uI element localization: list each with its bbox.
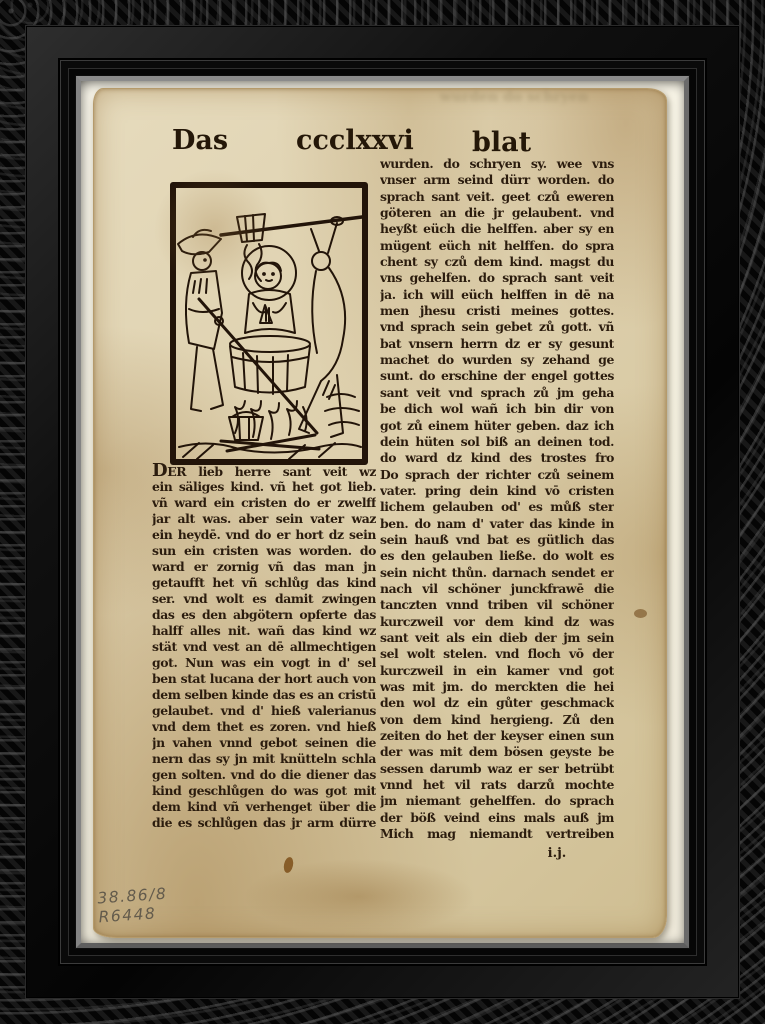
text-line: nach vil schöner junckfrawē die xyxy=(380,580,614,596)
text-line: ein heydē. vnd do er hort dz sein xyxy=(152,527,376,542)
text-line: vñ ward ein cristen do er zwelff xyxy=(152,495,376,510)
text-line: kind geschlůgen do was got mit xyxy=(152,783,376,798)
text-line: ja. ich will eüch helffen in dē na xyxy=(380,286,614,302)
saint-vitus-figure xyxy=(242,246,296,333)
text-line: gelaubet. vnd d' hieß valerianus xyxy=(152,703,376,718)
text-line: jm niemant gehelffen. do sprach xyxy=(380,793,614,809)
text-line: machet do wurden sy zehand ge xyxy=(380,352,614,368)
text-line: vns gehelfen. do sprach sant veit xyxy=(380,270,614,286)
text-line: DER lieb herre sant veit wz xyxy=(152,463,376,479)
text-line: sant veit vnd sprach zů jm geha xyxy=(380,384,614,400)
text-line: das es den abgötern opferte das xyxy=(152,607,376,622)
frame-cove xyxy=(26,26,739,998)
text-line: sunt. do erschine der engel gottes xyxy=(380,368,614,384)
text-line: der böß veind eins mals auß jm xyxy=(380,809,614,825)
text-line: getaufft het vñ schlůg das kind xyxy=(152,575,376,590)
text-line: die es schlůgen das jr arm dürre xyxy=(152,815,376,830)
text-line: sant veit als ein dieb der jm sein xyxy=(380,629,614,645)
text-line: vnd dem thet es zoren. vnd hieß xyxy=(152,719,376,734)
bucket xyxy=(229,412,263,440)
paper-spot-right xyxy=(634,609,647,618)
paper-stain-bottom xyxy=(244,859,474,934)
show-through-text: wurden do schryen xyxy=(439,89,589,105)
text-line: got. Nun was ein vogt in d' sel xyxy=(152,655,376,670)
woodcut-svg xyxy=(169,181,369,466)
text-line: kurczweil vor dem kind dz was xyxy=(380,613,614,629)
text-line: be dich wol wañ ich bin dir von xyxy=(380,401,614,417)
header-word-das: Das xyxy=(172,125,229,156)
mat-board xyxy=(81,81,684,943)
text-line: gen solten. vnd do die diener das xyxy=(152,767,376,782)
text-line: tanczten vnnd triben vil schöner xyxy=(380,597,614,613)
text-line: den wol dz ein gůter geschmack xyxy=(380,695,614,711)
text-line: sun ein cristen was worden. do xyxy=(152,543,376,558)
text-line: jn vahen vnnd gebot seinen die xyxy=(152,735,376,750)
text-line: dem kind vñ verhenget über die xyxy=(152,799,376,814)
text-line: zeiten do het der keyser einen sun xyxy=(380,728,614,744)
text-line: es den gelauben ließe. do wolt es xyxy=(380,548,614,564)
woodcut-scene xyxy=(178,214,362,459)
text-line: ser. vnd wolt es damit zwingen xyxy=(152,591,376,606)
text-line: chent sy czů dem kind. magst du xyxy=(380,254,614,270)
text-line: bat vnsern herrn dz er sy gesunt xyxy=(380,335,614,351)
right-executioner xyxy=(299,223,345,437)
text-line: stät vnd vest an dē allmechtigen xyxy=(152,639,376,654)
text-line: mügent eüch nit helffen. do spra xyxy=(380,237,614,253)
header-folio-number: ccclxxvi xyxy=(296,125,414,156)
signature-mark: i.j. xyxy=(547,846,567,861)
woodcut-illustration xyxy=(169,181,369,466)
text-line: sein hauß vnd bat es gütlich das xyxy=(380,531,614,547)
text-line: ein säliges kind. vñ het got lieb. xyxy=(152,479,376,494)
pencil-annotation-line2: R6448 xyxy=(98,904,157,927)
text-line: sein nicht thůn. darnach sendet er xyxy=(380,564,614,580)
paper-spot-brown xyxy=(282,856,294,874)
ground-hatching xyxy=(179,394,361,459)
text-line: vnnd het vil rats darzů mochte xyxy=(380,777,614,793)
cauldron xyxy=(230,336,310,394)
frame-gray-fillet xyxy=(76,76,689,948)
text-line: dem selben kinde das es an cristū xyxy=(152,687,376,702)
text-line: sprach sant veit. geet czů eweren xyxy=(380,188,614,204)
text-line: nern das sy jn mit knütteln schla xyxy=(152,751,376,766)
text-line: göteren an die jr gelaubent. vnd xyxy=(380,205,614,221)
text-column-right xyxy=(380,156,614,842)
pencil-annotation xyxy=(97,885,169,928)
text-line: Mich mag niemandt vertreiben xyxy=(380,826,614,842)
pencil-annotation-line1: 38.86/8 xyxy=(96,884,168,908)
text-line: do ward dz kind des trostes fro xyxy=(380,450,614,466)
text-line: ward er zornig vñ das man jn xyxy=(152,559,376,574)
text-line: kurczweil in ein kamer vnd got xyxy=(380,662,614,678)
text-line: von dem kind hergieng. Zů den xyxy=(380,711,614,727)
text-line: wurden. do schryen sy. wee vns xyxy=(380,156,614,171)
text-line: sessen darumb waz er ser betrübt xyxy=(380,760,614,776)
frame-beaded-step xyxy=(58,58,707,966)
text-line: sel wolt stelen. vnd floch vō der xyxy=(380,646,614,662)
text-line: Do sprach der richter czů seinem xyxy=(380,466,614,482)
text-line: dein hüten sol biß an deinen tod. xyxy=(380,433,614,449)
text-line: jar alt was. aber sein vater waz xyxy=(152,511,376,526)
text-line: ben. do nam d' vater das kinde in xyxy=(380,515,614,531)
pole xyxy=(221,217,362,235)
text-line: vater. pring dein kind vō cristen xyxy=(380,482,614,498)
text-line: lichem gelauben od' es můß ster xyxy=(380,499,614,515)
header-word-blat: blat xyxy=(472,127,532,158)
text-line: got zů einem hüter geben. daz ich xyxy=(380,417,614,433)
text-line: vnd sprach sein gebet zů gott. vñ xyxy=(380,319,614,335)
text-line: der was mit dem bösen geyste be xyxy=(380,744,614,760)
text-line: heyßt eüch die helffen. aber sy en xyxy=(380,221,614,237)
text-line: men jhesu cristi meines gottes. xyxy=(380,303,614,319)
text-line: vnser arm seind dürr worden. do xyxy=(380,172,614,188)
text-line: ben stat lucana der hort auch von xyxy=(152,671,376,686)
incunabula-page xyxy=(93,88,667,938)
text-line: halff alles nit. wañ das kind wz xyxy=(152,623,376,638)
text-line: was mit jm. do merckten die hei xyxy=(380,679,614,694)
flames xyxy=(221,401,319,451)
text-column-left xyxy=(152,463,376,831)
